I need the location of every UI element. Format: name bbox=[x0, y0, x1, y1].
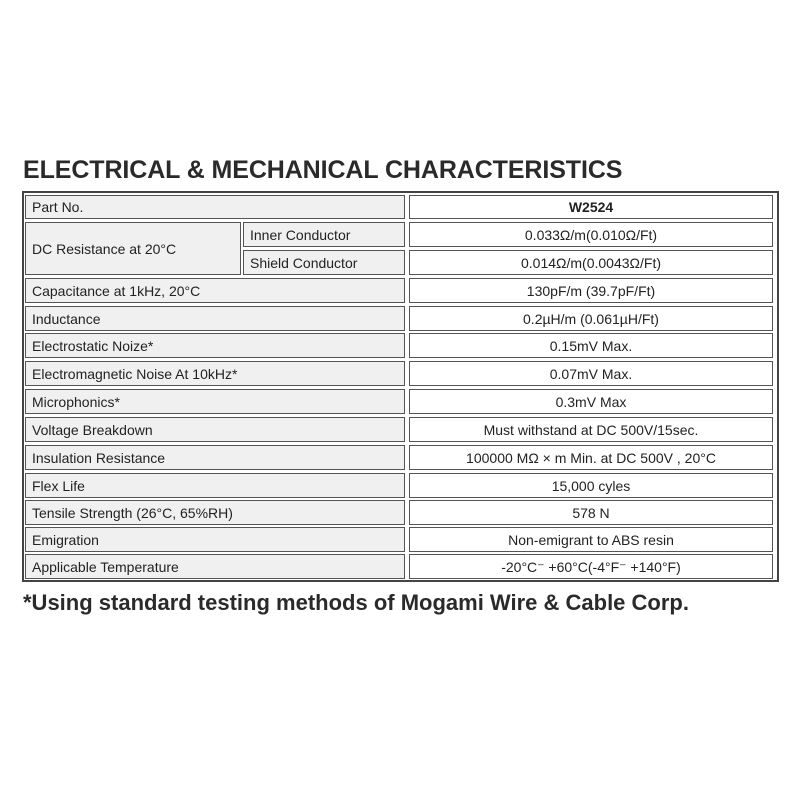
row-label: Capacitance at 1kHz, 20°C bbox=[25, 278, 405, 303]
page-title: ELECTRICAL & MECHANICAL CHARACTERISTICS bbox=[23, 156, 623, 184]
row-value: 578 N bbox=[409, 500, 773, 525]
row-value: Must withstand at DC 500V/15sec. bbox=[409, 417, 773, 442]
row-label: Voltage Breakdown bbox=[25, 417, 405, 442]
row-label: Insulation Resistance bbox=[25, 445, 405, 470]
row-label: Tensile Strength (26°C, 65%RH) bbox=[25, 500, 405, 525]
row-label: Microphonics* bbox=[25, 389, 405, 414]
row-value: Non-emigrant to ABS resin bbox=[409, 527, 773, 552]
row-value: 15,000 cyles bbox=[409, 473, 773, 498]
inner-conductor-label: Inner Conductor bbox=[243, 222, 405, 247]
footnote: *Using standard testing methods of Mogami Wire & Cable Corp. bbox=[23, 590, 689, 615]
row-label: Emigration bbox=[25, 527, 405, 552]
row-value: 130pF/m (39.7pF/Ft) bbox=[409, 278, 773, 303]
dc-resistance-label: DC Resistance at 20°C bbox=[25, 222, 241, 275]
row-label: Applicable Temperature bbox=[25, 554, 405, 579]
row-value: 0.2µH/m (0.061µH/Ft) bbox=[409, 306, 773, 331]
row-label: Electromagnetic Noise At 10kHz* bbox=[25, 361, 405, 386]
part-no-value: W2524 bbox=[409, 195, 773, 219]
shield-conductor-label: Shield Conductor bbox=[243, 250, 405, 275]
row-value: 0.15mV Max. bbox=[409, 333, 773, 358]
row-value: 0.3mV Max bbox=[409, 389, 773, 414]
row-value: -20°C⁻ +60°C(-4°F⁻ +140°F) bbox=[409, 554, 773, 579]
row-label: Electrostatic Noize* bbox=[25, 333, 405, 358]
shield-conductor-value: 0.014Ω/m(0.0043Ω/Ft) bbox=[409, 250, 773, 275]
row-label: Flex Life bbox=[25, 473, 405, 498]
inner-conductor-value: 0.033Ω/m(0.010Ω/Ft) bbox=[409, 222, 773, 247]
row-value: 100000 MΩ × m Min. at DC 500V , 20°C bbox=[409, 445, 773, 470]
row-label: Inductance bbox=[25, 306, 405, 331]
part-no-label: Part No. bbox=[25, 195, 405, 219]
row-value: 0.07mV Max. bbox=[409, 361, 773, 386]
